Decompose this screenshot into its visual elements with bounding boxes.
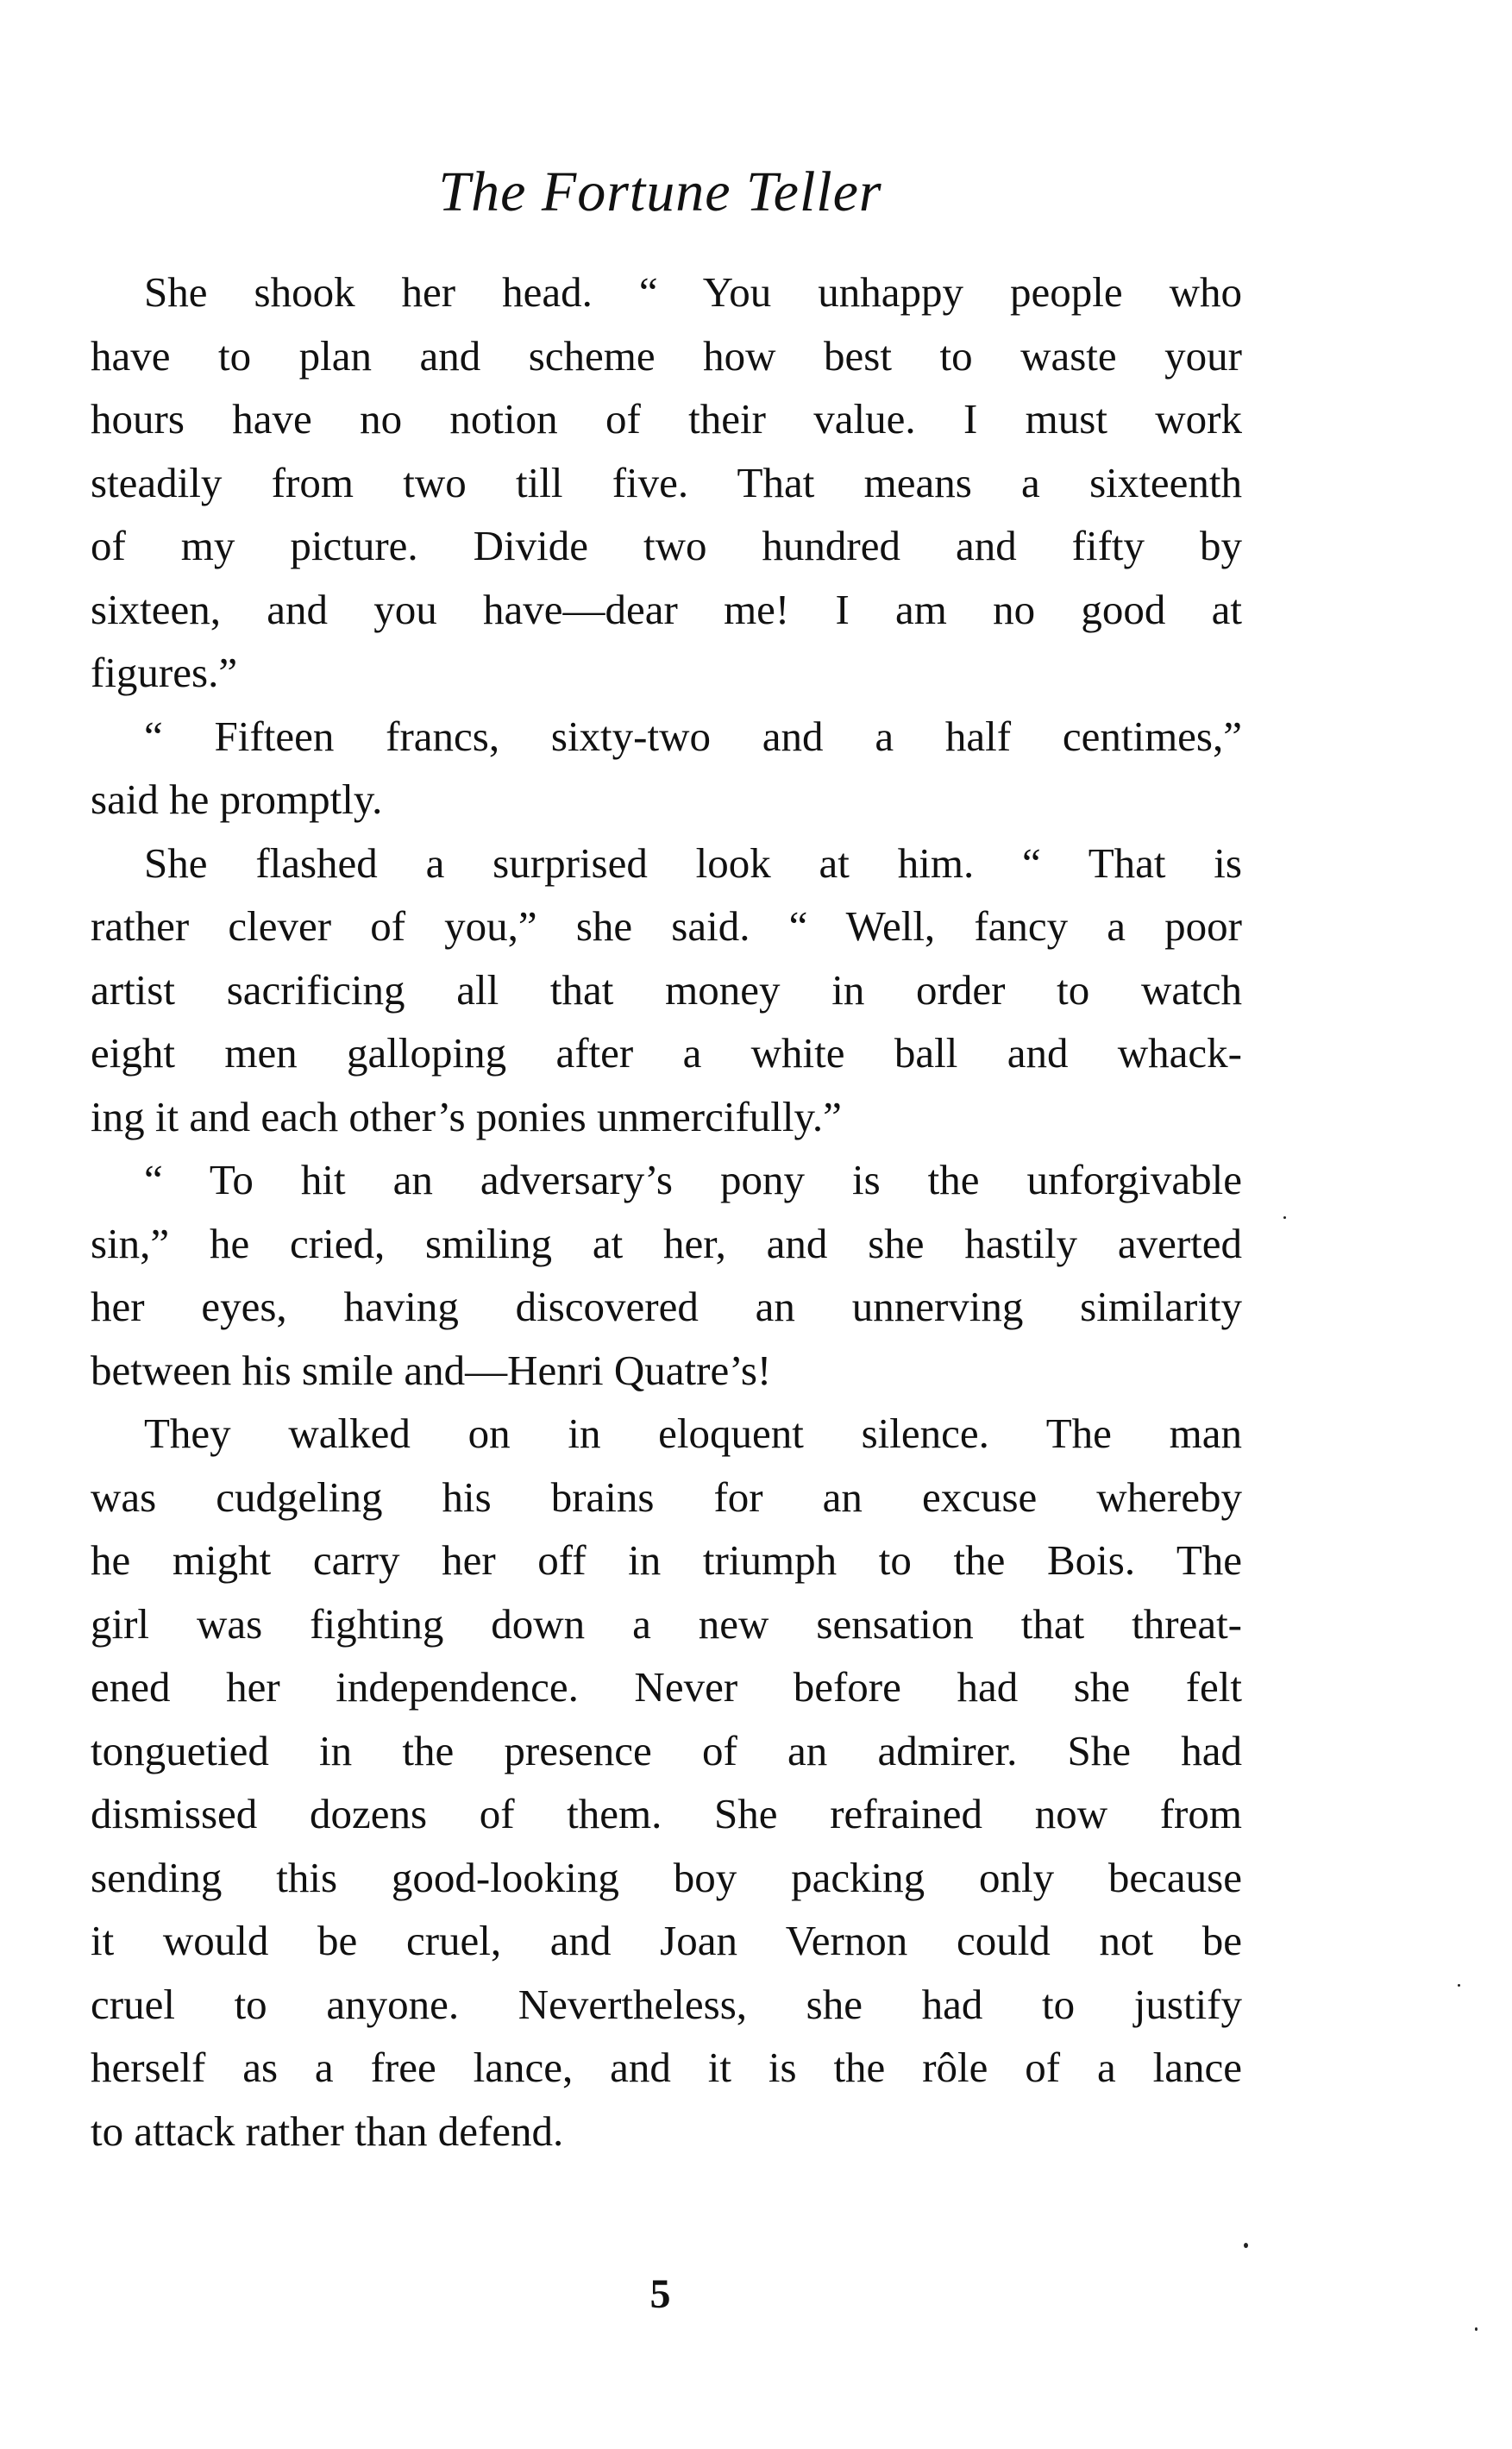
text-line: “ To hit an adversary’s pony is the unforgivable xyxy=(144,1156,1242,1203)
text-line: “ Fifteen francs, sixty-two and a half centimes,” xyxy=(144,712,1242,760)
text-line: artist sacrificing all that money in order to watch xyxy=(91,965,1242,1014)
text-line: said he promptly. xyxy=(91,776,383,823)
text-line: sending this good-looking boy packing only because xyxy=(91,1853,1242,1901)
scan-speck xyxy=(1458,1984,1460,1987)
text-line: it would be cruel, and Joan Vernon could not be xyxy=(91,1917,1242,1964)
text-line: steadily from two till five. That means a sixteenth xyxy=(91,458,1242,506)
text-line: dismissed dozens of them. She refrained now from xyxy=(91,1790,1242,1837)
text-line: rather clever of you,” she said. “ Well, fancy a poor xyxy=(91,902,1242,950)
text-line: sixteen, and you have—dear me! I am no good at xyxy=(91,585,1242,633)
text-line: sin,” he cried, smiling at her, and she hastily averted xyxy=(91,1219,1242,1267)
text-line: eight men galloping after a white ball and whack- xyxy=(91,1029,1242,1077)
text-line: She shook her head. “ You unhappy people who xyxy=(144,268,1242,316)
text-line: ened her independence. Never before had she felt xyxy=(91,1663,1242,1711)
text-line: herself as a free lance, and it is the rôle of a lance xyxy=(91,2044,1242,2091)
text-line: hours have no notion of their value. I must work xyxy=(91,395,1242,443)
scan-speck xyxy=(1475,2327,1477,2331)
scan-speck xyxy=(1244,2243,1248,2248)
text-line: cruel to anyone. Nevertheless, she had to justify xyxy=(91,1980,1242,2028)
text-line: he might carry her off in triumph to the Bois. The xyxy=(91,1536,1242,1584)
text-line: to attack rather than defend. xyxy=(91,2107,564,2155)
text-line: was cudgeling his brains for an excuse whereby xyxy=(91,1473,1242,1521)
scan-speck xyxy=(1283,1216,1286,1219)
page-title: The Fortune Teller xyxy=(438,160,882,223)
text-line: They walked on in eloquent silence. The man xyxy=(144,1410,1242,1457)
text-line: of my picture. Divide two hundred and fifty by xyxy=(91,522,1242,569)
text-line: between his smile and—Henri Quatre’s! xyxy=(91,1346,772,1394)
text-line: girl was fighting down a new sensation that threat- xyxy=(91,1599,1242,1648)
text-line: ing it and each other’s ponies unmercifully.” xyxy=(91,1092,842,1140)
text-line: tonguetied in the presence of an admirer. She had xyxy=(91,1726,1242,1774)
text-line: have to plan and scheme how best to waste your xyxy=(91,331,1242,380)
text-line: figures.” xyxy=(91,649,238,696)
body-text xyxy=(91,261,1242,2163)
text-line: her eyes, having discovered an unnerving similarity xyxy=(91,1283,1242,1330)
text-line: She flashed a surprised look at him. “ That is xyxy=(144,838,1242,887)
page-number: 5 xyxy=(649,2271,671,2317)
